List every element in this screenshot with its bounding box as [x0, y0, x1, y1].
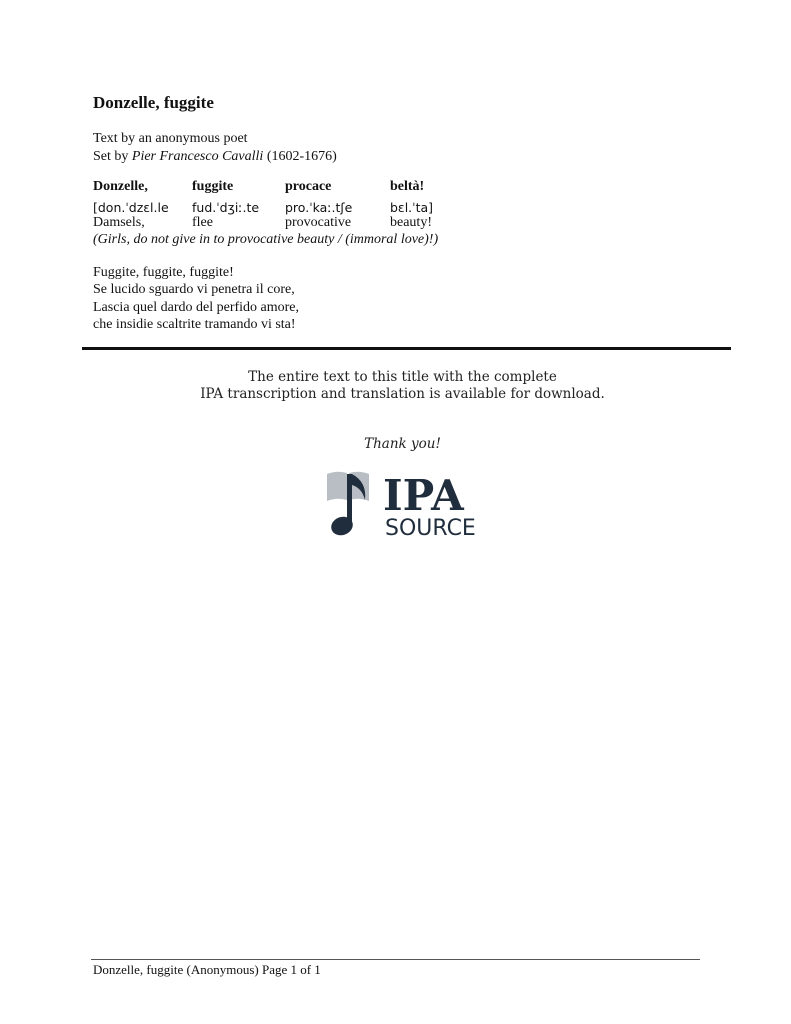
word-cell: fuggite [192, 179, 234, 194]
ipa-source-logo [325, 470, 485, 540]
verse-line: Lascia quel dardo del perfido amore, [93, 299, 300, 315]
composer-name: Pier Francesco Cavalli [131, 148, 264, 164]
credits [93, 130, 337, 165]
translation-cell: Damsels, [93, 215, 145, 230]
footer-divider [91, 959, 700, 960]
idiomatic-gloss: (Girls, do not give in to provocative beauty / (immoral love)!) [93, 232, 439, 247]
thank-you-text: Thank you! [364, 436, 441, 452]
verse-text [93, 264, 299, 333]
translation-cell: provocative [285, 215, 352, 230]
verse-line: Se lucido sguardo vi penetra il core, [93, 282, 295, 298]
download-notice-line2: IPA transcription and translation is available for download. [200, 386, 605, 402]
translation-cell: beauty! [390, 215, 432, 230]
set-by-line [93, 148, 337, 166]
download-notice-line1: The entire text to this title with the complete [248, 369, 557, 385]
document-title: Donzelle, fuggite [93, 93, 214, 112]
logo-text-ipa: IPA [383, 471, 464, 520]
text-by-line: Text by an anonymous poet [93, 131, 248, 146]
ipa-cell: [don.ˈdzɛl.le [93, 199, 169, 215]
ipa-cell: pro.ˈkaː.tʃe [285, 199, 353, 215]
ipa-cell: bɛl.ˈta] [390, 199, 434, 215]
logo-book-left-page [327, 472, 347, 501]
composer-dates: (1602-1676) [263, 148, 337, 164]
ipa-cell: fud.ˈdʒiː.te [192, 199, 260, 215]
verse-line: che insidie scaltrite tramando vi sta! [93, 316, 296, 332]
verse-line: Fuggite, fuggite, fuggite! [93, 265, 234, 280]
word-cell: procace [285, 179, 332, 194]
word-cell: Donzelle, [93, 179, 148, 194]
set-by-prefix: Set by [93, 148, 132, 164]
word-cell: beltà! [390, 179, 425, 194]
download-notice [82, 369, 723, 403]
page-footer: Donzelle, fuggite (Anonymous) Page 1 of 1 [93, 962, 321, 977]
translation-cell: flee [192, 215, 213, 230]
logo-text-source: SOURCE [385, 516, 476, 540]
section-divider [82, 347, 731, 350]
